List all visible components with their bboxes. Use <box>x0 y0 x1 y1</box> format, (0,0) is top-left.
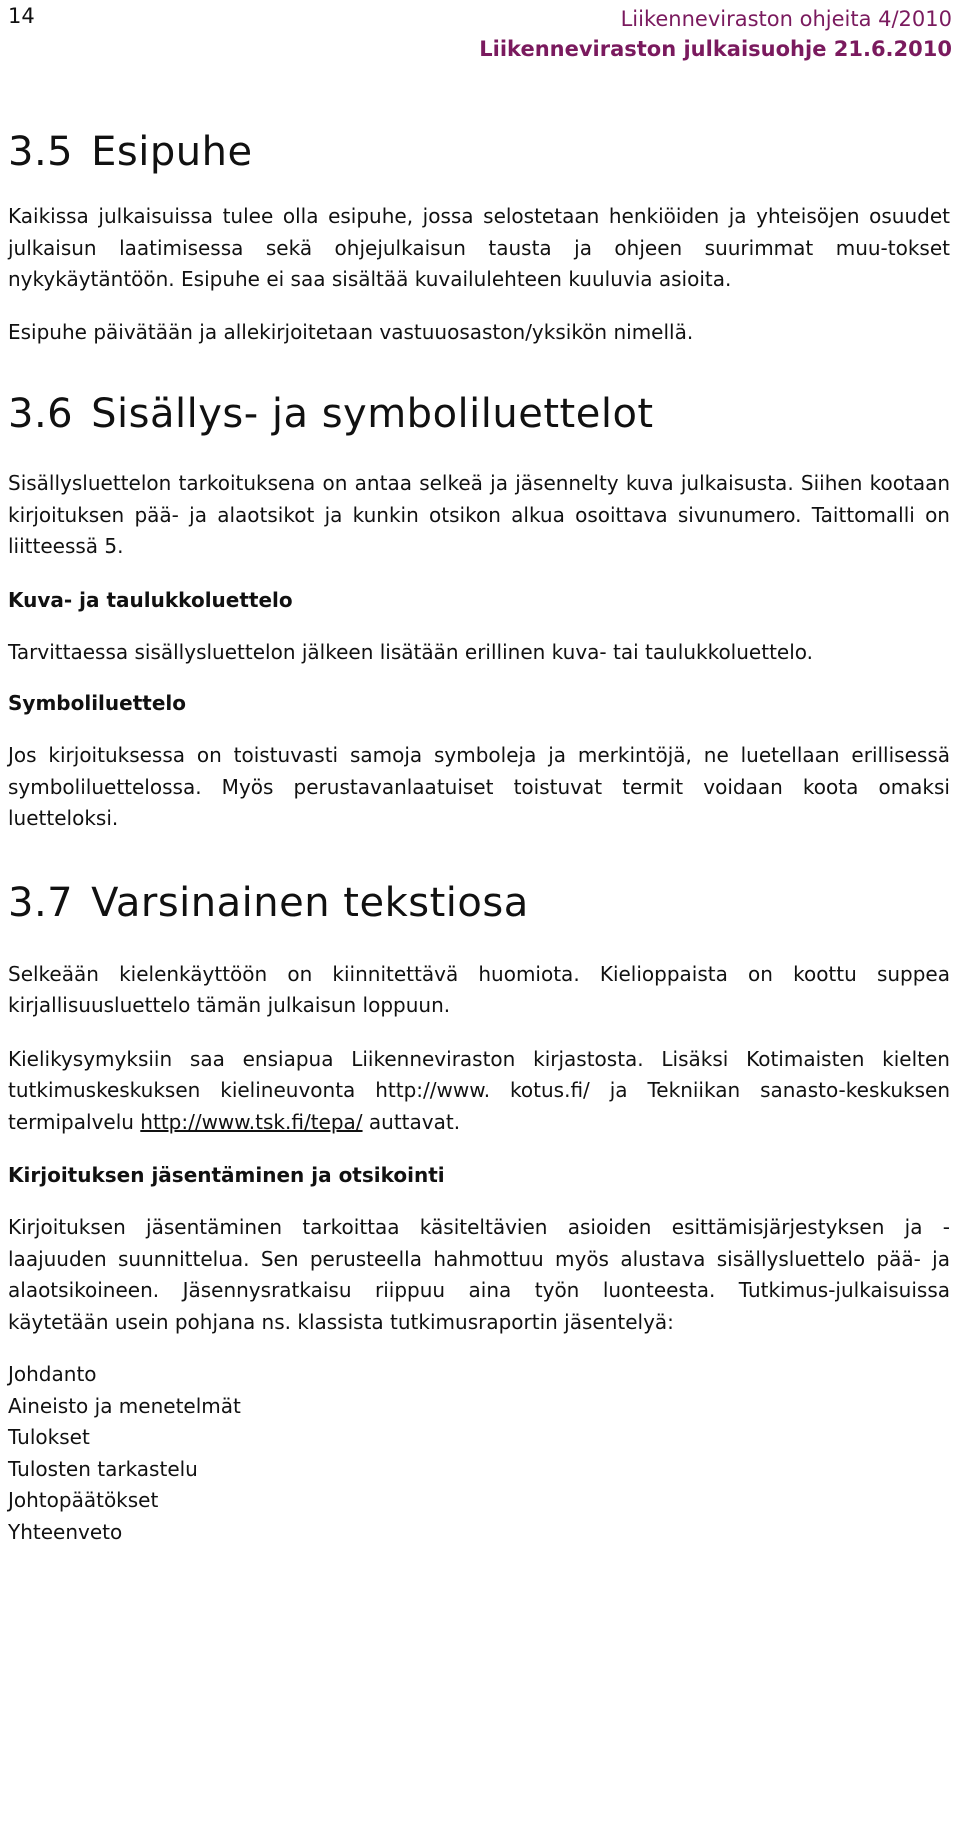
paragraph-text: Kielikysymyksiin saa ensiapua Liikenneviraston kirjastosta. Lisäksi Kotimaisten kielten tutkimuskeskuksen kielineuvonta http://www. kotus.fi/ ja Tekniikan sanasto-keskuksen termipalvelu <box>8 1046 950 1134</box>
page-number: 14 <box>8 4 35 28</box>
list-item: Johtopäätökset <box>8 1488 159 1512</box>
paragraph: Esipuhe päivätään ja allekirjoitetaan vastuuosaston/yksikön nimellä. <box>8 319 694 344</box>
paragraph-text: auttavat. <box>362 1109 461 1134</box>
paragraph: Selkeään kielenkäyttöön on kiinnitettävä huomiota. Kielioppaista on koottu suppea kirjallisuusluettelo tämän julkaisun loppuun. <box>8 961 950 1017</box>
report-structure-list <box>8 1359 950 1548</box>
paragraph: Tarvittaessa sisällysluettelon jälkeen lisätään erillinen kuva- tai taulukkoluettelo. <box>8 639 814 664</box>
list-item: Yhteenveto <box>8 1519 123 1544</box>
section-heading-3-7 <box>8 879 950 927</box>
section-number: 3.6 <box>8 391 74 437</box>
paragraph: Kirjoituksen jäsentäminen tarkoittaa käsiteltävien asioiden esittämisjärjestyksen ja -laajuuden suunnittelua. Sen perusteella hahmottuu myös alustava sisällysluettelo pää- ja alaotsikoineen. Jäsennysratkaisu riippuu aina työn luonteesta. Tutkimus-julkaisuissa käytetään usein pohjana ns. klassista tutkimusraportin jäsentelyä: <box>8 1215 950 1334</box>
section-title: Esipuhe <box>91 129 253 175</box>
list-item: Tulokset <box>8 1425 90 1449</box>
list-item: Aineisto ja menetelmät <box>8 1393 241 1418</box>
section-title: Varsinainen tekstiosa <box>91 879 529 926</box>
section-title: Sisällys- ja symboliluettelot <box>91 391 654 437</box>
paragraph: Sisällysluettelon tarkoituksena on antaa selkeä ja jäsennelty kuva julkaisusta. Siihen kootaan kirjoituksen pää- ja alaotsikot ja kunkin otsikon alkua osoittava sivunumero. Taittomalli on liitteessä 5. <box>8 471 950 558</box>
paragraph: Kaikissa julkaisuissa tulee olla esipuhe, jossa selostetaan henkiöiden ja yhteisöjen osuudet julkaisun laatimisessa sekä ohjejulkaisun tausta ja ohjeen suurimmat muu-tokset nykykäytäntöön. Esipuhe ei saa sisältää kuvailulehteen kuuluvia asioita. <box>8 204 950 291</box>
section-heading-3-6 <box>8 390 950 438</box>
list-item: Tulosten tarkastelu <box>8 1456 198 1481</box>
list-item: Johdanto <box>8 1362 97 1386</box>
page-content <box>8 128 950 1548</box>
subheading: Kuva- ja taulukkoluettelo <box>8 587 293 612</box>
subheading: Kirjoituksen jäsentäminen ja otsikointi <box>8 1163 445 1187</box>
paragraph: Jos kirjoituksessa on toistuvasti samoja symboleja ja merkintöjä, ne luetellaan erillisessä symboliluettelossa. Myös perustavanlaatuiset toistuvat termit voidaan koota omaksi luetteloksi. <box>8 743 950 830</box>
header-series-title: Liikenneviraston ohjeita 4/2010 <box>620 7 952 31</box>
tepa-link[interactable]: http://www.tsk.fi/tepa/ <box>140 1109 363 1134</box>
header-title-block <box>479 4 952 64</box>
paragraph <box>8 1044 950 1139</box>
subheading: Symboliluettelo <box>8 691 186 715</box>
header-publication-title: Liikenneviraston julkaisuohje 21.6.2010 <box>479 37 952 61</box>
section-number: 3.7 <box>8 879 74 926</box>
section-heading-3-5 <box>8 128 950 176</box>
section-number: 3.5 <box>8 129 74 175</box>
page-header <box>0 0 960 60</box>
